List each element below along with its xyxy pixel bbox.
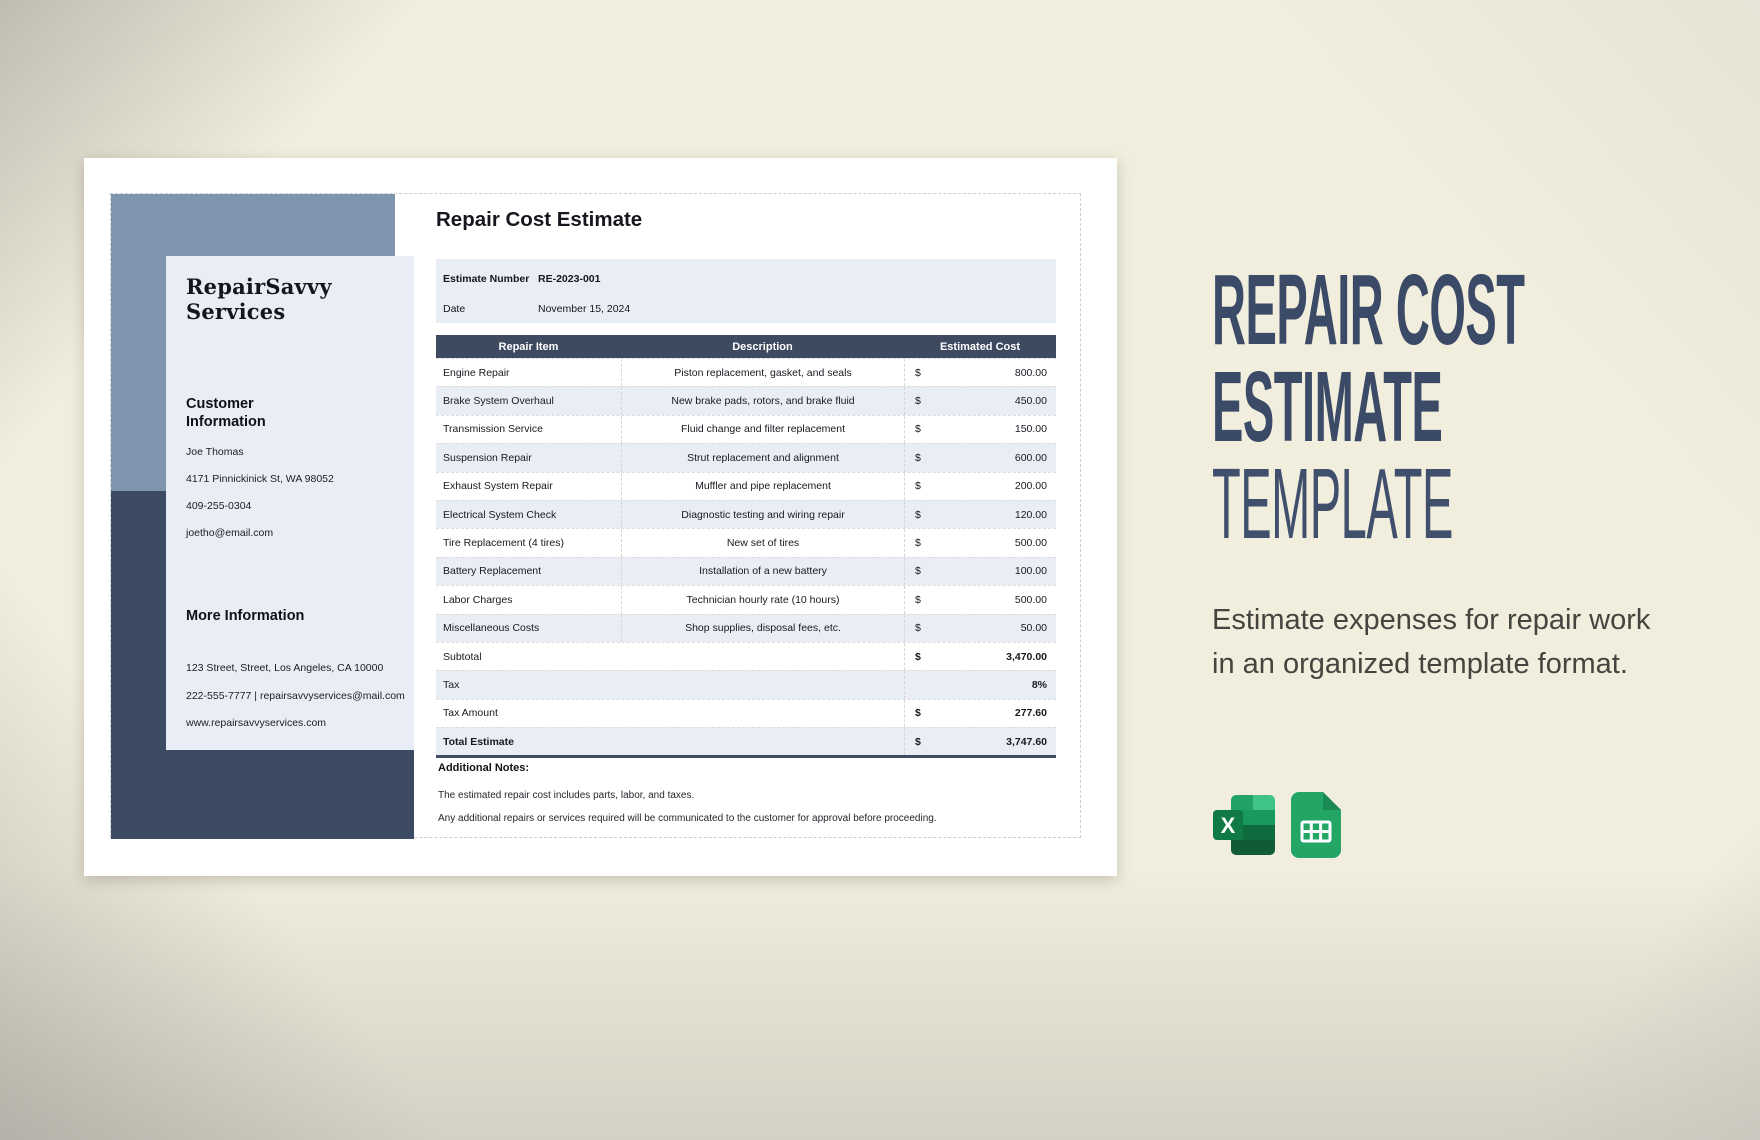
repair-item-cell: Labor Charges: [443, 593, 513, 606]
summary-row: [436, 642, 1056, 670]
company-info-panel: [166, 256, 414, 750]
table-row: [436, 500, 1056, 528]
cost-value: 3,470.00: [1006, 650, 1047, 663]
description-cell: Shop supplies, disposal fees, etc.: [621, 615, 904, 642]
cost-value: 600.00: [1014, 451, 1047, 464]
summary-label-cell: Total Estimate: [443, 735, 514, 748]
meta-value: November 15, 2024: [538, 303, 631, 315]
cost-value: 277.60: [1014, 707, 1047, 720]
description-cell: Muffler and pipe replacement: [621, 473, 904, 500]
estimated-cost-cell: [904, 416, 1056, 443]
currency-symbol: $: [915, 537, 921, 550]
repair-item-cell: Engine Repair: [443, 366, 510, 379]
repair-item-cell: Brake System Overhaul: [443, 395, 554, 408]
table-row: [436, 472, 1056, 500]
repair-item-cell: Miscellaneous Costs: [443, 622, 540, 635]
promo-title-line: REPAIR COST: [1212, 254, 1525, 366]
repair-item-cell: Transmission Service: [443, 423, 543, 436]
column-header: Description: [732, 340, 793, 353]
description-cell: Piston replacement, gasket, and seals: [621, 359, 904, 386]
repair-item-cell: Battery Replacement: [443, 565, 542, 578]
promo-title-line: ESTIMATE: [1212, 351, 1443, 463]
currency-symbol: $: [915, 735, 921, 748]
customer-info-line: 4171 Pinnickinick St, WA 98052: [186, 473, 334, 485]
column-header: Estimated Cost: [939, 340, 1021, 353]
more-info-line: 222-555-7777 | repairsavvyservices@mail.com: [186, 689, 405, 702]
summary-label-cell: Subtotal: [443, 650, 482, 663]
cost-value: 100.00: [1014, 565, 1047, 578]
currency-symbol: $: [915, 480, 921, 493]
document-title: Repair Cost Estimate: [436, 208, 643, 231]
currency-symbol: $: [915, 593, 921, 606]
estimated-cost-cell: [904, 444, 1056, 471]
description-cell: Fluid change and filter replacement: [621, 416, 904, 443]
table-row: [436, 557, 1056, 585]
description-cell: Technician hourly rate (10 hours): [621, 586, 904, 613]
estimated-cost-cell: [904, 387, 1056, 414]
summary-label-cell: Tax: [443, 678, 460, 691]
estimated-cost-cell: [904, 700, 1056, 727]
cost-value: 200.00: [1014, 480, 1047, 493]
note-line: Any additional repairs or services required will be communicated to the customer for approval before proceeding.: [438, 813, 937, 824]
more-info-heading: More Information: [186, 608, 305, 624]
estimated-cost-cell: [904, 558, 1056, 585]
table-row: [436, 386, 1056, 414]
cost-value: 500.00: [1014, 593, 1047, 606]
estimate-table: [436, 335, 1056, 758]
cost-value: 3,747.60: [1006, 735, 1047, 748]
table-row: [436, 585, 1056, 613]
meta-row: [436, 267, 1056, 291]
notes-heading: Additional Notes:: [438, 762, 530, 774]
currency-symbol: $: [915, 565, 921, 578]
format-icons: [1213, 792, 1341, 858]
meta-row: [436, 297, 1056, 321]
estimated-cost-cell: [904, 615, 1056, 642]
more-info-line: www.repairsavvyservices.com: [186, 717, 327, 729]
estimated-cost-cell: [904, 671, 1056, 698]
notes-lines: [438, 784, 937, 830]
meta-value: RE-2023-001: [538, 273, 601, 285]
currency-symbol: $: [915, 395, 921, 408]
cost-value: 450.00: [1014, 395, 1047, 408]
repair-item-cell: Exhaust System Repair: [443, 480, 553, 493]
description-cell: New set of tires: [621, 529, 904, 556]
estimated-cost-cell: [904, 501, 1056, 528]
description-cell: Strut replacement and alignment: [621, 444, 904, 471]
svg-text:X: X: [1220, 813, 1236, 838]
note-line: The estimated repair cost includes parts, labor, and taxes.: [438, 790, 695, 801]
promo-title: [1212, 254, 1760, 560]
table-body: [436, 358, 1056, 755]
estimated-cost-cell: [904, 728, 1056, 755]
table-row: [436, 443, 1056, 471]
table-row: [436, 614, 1056, 642]
repair-item-cell: Electrical System Check: [443, 508, 557, 521]
customer-info-heading: Customer Information: [186, 396, 266, 430]
customer-info-line: 409-255-0304: [186, 500, 252, 512]
summary-row: [436, 699, 1056, 727]
column-header: Repair Item: [498, 340, 559, 353]
table-header-row: [436, 335, 1056, 358]
currency-symbol: $: [915, 650, 921, 663]
more-info-line: 123 Street, Street, Los Angeles, CA 10000: [186, 662, 384, 674]
customer-info-line: joetho@email.com: [186, 527, 274, 539]
currency-symbol: $: [915, 451, 921, 464]
table-row: [436, 415, 1056, 443]
table-row: [436, 528, 1056, 556]
currency-symbol: $: [915, 508, 921, 521]
cost-value: 8%: [1031, 678, 1047, 691]
estimated-cost-cell: [904, 359, 1056, 386]
summary-row: [436, 727, 1056, 755]
excel-icon[interactable]: [1213, 795, 1275, 855]
estimated-cost-cell: [904, 473, 1056, 500]
cost-value: 150.00: [1014, 423, 1047, 436]
currency-symbol: $: [915, 366, 921, 379]
cost-value: 500.00: [1014, 537, 1047, 550]
estimate-meta: [436, 259, 1056, 323]
estimated-cost-cell: [904, 643, 1056, 670]
promo-subtitle: Estimate expenses for repair work in an organized template format.: [1212, 604, 1651, 680]
currency-symbol: $: [915, 622, 921, 635]
document-page: [110, 193, 1081, 838]
table-row: [436, 358, 1056, 386]
summary-label-cell: Tax Amount: [443, 707, 498, 720]
meta-label: Estimate Number: [443, 273, 530, 285]
google-sheets-icon[interactable]: [1291, 792, 1341, 858]
customer-info-line: Joe Thomas: [186, 446, 244, 458]
description-cell: New brake pads, rotors, and brake fluid: [621, 387, 904, 414]
company-name: RepairSavvy Services: [186, 274, 332, 324]
meta-label: Date: [443, 303, 466, 315]
currency-symbol: $: [915, 707, 921, 720]
document-card: [84, 158, 1117, 876]
estimated-cost-cell: [904, 529, 1056, 556]
description-cell: Diagnostic testing and wiring repair: [621, 501, 904, 528]
description-cell: Installation of a new battery: [621, 558, 904, 585]
cost-value: 800.00: [1014, 366, 1047, 379]
cost-value: 120.00: [1014, 508, 1047, 521]
promo-title-line: TEMPLATE: [1212, 448, 1453, 560]
summary-row: [436, 670, 1056, 698]
repair-item-cell: Tire Replacement (4 tires): [443, 537, 564, 550]
cost-value: 50.00: [1020, 622, 1047, 635]
estimated-cost-cell: [904, 586, 1056, 613]
repair-item-cell: Suspension Repair: [443, 451, 532, 464]
currency-symbol: $: [915, 423, 921, 436]
